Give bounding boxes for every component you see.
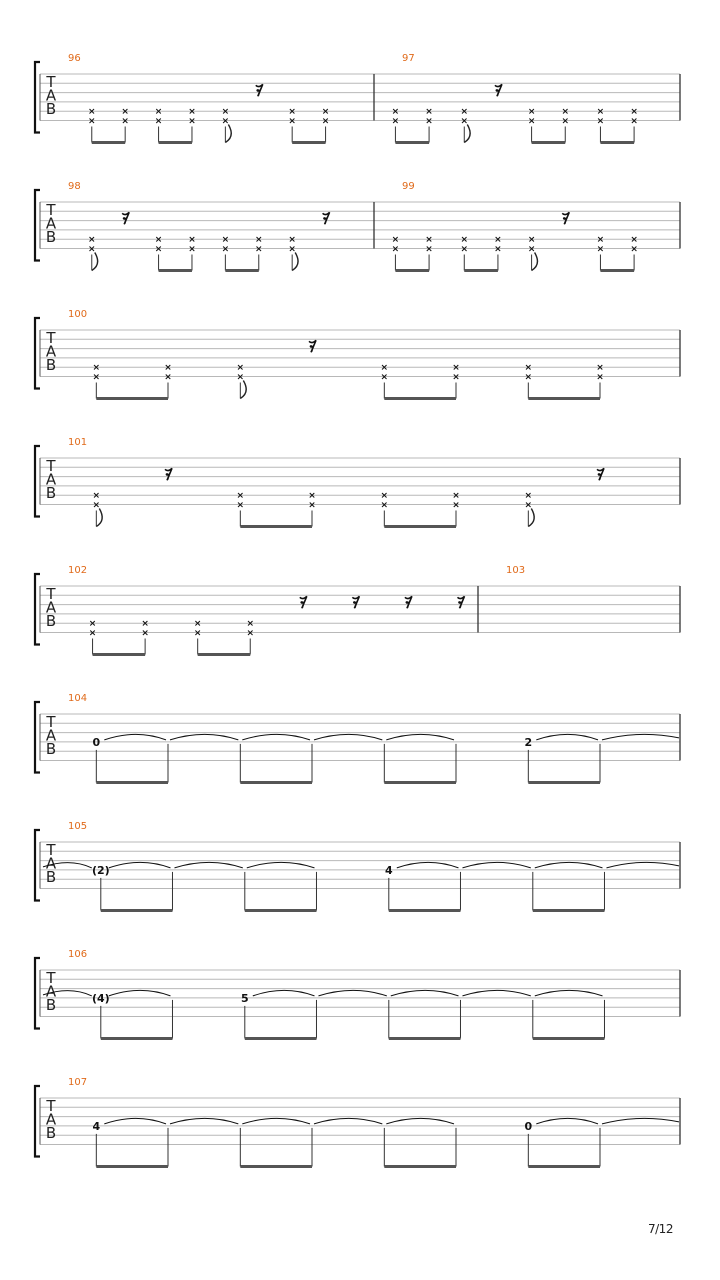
dead-note-x: ×	[254, 235, 263, 246]
dead-note-x: ×	[460, 107, 469, 118]
dead-note-x: ×	[121, 116, 129, 127]
dead-note-x: ×	[452, 500, 460, 511]
tab-clef-letter: A	[45, 342, 57, 361]
dead-note-x: ×	[596, 372, 604, 383]
dead-note-x: ×	[630, 116, 638, 127]
fret-number: (2)	[91, 863, 110, 877]
eighth-flag	[96, 509, 102, 527]
dead-note-x: ×	[527, 244, 536, 255]
tie-arc	[104, 1118, 166, 1124]
dead-note-x: ×	[188, 235, 196, 246]
tab-clef-letter: B	[45, 356, 57, 375]
fret-number: 2	[524, 735, 533, 749]
system-bracket	[35, 62, 40, 133]
bar-number: 106	[68, 949, 88, 960]
dead-note-x: ×	[380, 491, 389, 502]
dead-note-x: ×	[193, 619, 202, 630]
eighth-rest: 𝄾	[562, 210, 568, 232]
dead-note-x: ×	[164, 363, 172, 374]
dead-note-x: ×	[321, 116, 330, 127]
tie-arc	[109, 990, 171, 996]
dead-note-x: ×	[391, 235, 400, 246]
tie-arc	[247, 862, 315, 868]
dead-note-x: ×	[288, 107, 296, 118]
tie-arc	[386, 734, 454, 740]
bar-number: 101	[68, 437, 88, 448]
eighth-flag	[464, 125, 470, 143]
tie-arc	[104, 734, 166, 740]
system-bracket	[35, 190, 40, 261]
bar-number: 99	[402, 181, 415, 192]
tie-arc	[535, 990, 603, 996]
dead-note-x: ×	[141, 628, 149, 639]
tie-arc	[318, 990, 386, 996]
dead-note-x: ×	[494, 244, 502, 255]
dead-note-x: ×	[524, 491, 533, 502]
dead-note-x: ×	[425, 244, 433, 255]
fret-number: 0	[92, 735, 101, 749]
dead-note-x: ×	[92, 491, 101, 502]
eighth-rest: 𝄾	[122, 210, 128, 232]
dead-note-x: ×	[221, 235, 230, 246]
tab-clef-letter: T	[46, 713, 56, 731]
eighth-rest: 𝄾	[597, 466, 603, 488]
dead-note-x: ×	[380, 363, 389, 374]
system-bracket	[35, 1086, 40, 1157]
dead-note-x: ×	[527, 107, 536, 118]
dead-note-x: ×	[494, 235, 502, 246]
dead-note-x: ×	[630, 235, 638, 246]
tie-arc	[391, 990, 459, 996]
dead-note-x: ×	[87, 244, 96, 255]
dead-note-x: ×	[380, 500, 389, 511]
eighth-rest: 𝄾	[458, 594, 463, 616]
tie-arc	[397, 862, 459, 868]
tie-arc	[242, 734, 310, 740]
dead-note-x: ×	[193, 628, 202, 639]
dead-note-x: ×	[154, 116, 163, 127]
dead-note-x: ×	[236, 372, 245, 383]
tie-arc	[386, 1118, 454, 1124]
dead-note-x: ×	[246, 628, 255, 639]
bar-number: 100	[68, 309, 88, 320]
dead-note-x: ×	[236, 500, 245, 511]
dead-note-x: ×	[452, 491, 460, 502]
fret-number: 4	[92, 1119, 101, 1133]
dead-note-x: ×	[164, 372, 172, 383]
dead-note-x: ×	[188, 107, 196, 118]
dead-note-x: ×	[221, 116, 230, 127]
eighth-rest: 𝄾	[300, 594, 306, 616]
dead-note-x: ×	[391, 116, 400, 127]
dead-note-x: ×	[596, 363, 604, 374]
dead-note-x: ×	[596, 244, 605, 255]
dead-note-x: ×	[391, 107, 400, 118]
system-bracket	[35, 446, 40, 517]
dead-note-x: ×	[425, 116, 433, 127]
dead-note-x: ×	[288, 235, 296, 246]
eighth-rest: 𝄾	[352, 594, 358, 616]
tie-arc	[602, 734, 679, 740]
bar-number: 102	[68, 565, 88, 576]
dead-note-x: ×	[524, 363, 533, 374]
tie-arc	[314, 734, 382, 740]
eighth-flag	[292, 253, 298, 271]
tab-clef-letter: A	[45, 214, 57, 233]
dead-note-x: ×	[630, 244, 638, 255]
eighth-rest: 𝄾	[309, 338, 315, 360]
eighth-flag	[528, 509, 534, 527]
dead-note-x: ×	[380, 372, 389, 383]
dead-note-x: ×	[121, 107, 129, 118]
dead-note-x: ×	[221, 244, 230, 255]
tab-clef-letter: A	[45, 1110, 57, 1129]
tab-clef-letter: B	[45, 740, 57, 759]
bar-number: 97	[402, 53, 415, 64]
tab-clef-letter: B	[45, 996, 57, 1015]
tie-arc	[536, 1118, 598, 1124]
fret-number: 4	[384, 863, 393, 877]
dead-note-x: ×	[141, 619, 149, 630]
tie-arc	[174, 862, 242, 868]
dead-note-x: ×	[425, 107, 433, 118]
dead-note-x: ×	[88, 619, 97, 630]
dead-note-x: ×	[87, 107, 96, 118]
page-number: 7/12	[648, 1222, 673, 1236]
dead-note-x: ×	[561, 116, 570, 127]
dead-note-x: ×	[524, 500, 533, 511]
fret-number: 5	[240, 991, 249, 1005]
eighth-rest: 𝄾	[165, 466, 171, 488]
eighth-rest: 𝄾	[495, 82, 501, 104]
dead-note-x: ×	[460, 244, 469, 255]
system-bracket	[35, 958, 40, 1029]
dead-note-x: ×	[452, 372, 460, 383]
system-bracket	[35, 702, 40, 773]
dead-note-x: ×	[321, 107, 330, 118]
tab-clef-letter: A	[45, 982, 57, 1001]
eighth-rest: 𝄾	[323, 210, 328, 232]
eighth-rest: 𝄾	[405, 594, 411, 616]
tab-clef-letter: A	[45, 598, 57, 617]
tab-clef-letter: T	[46, 1097, 56, 1115]
system-bracket	[35, 318, 40, 389]
tab-clef-letter: A	[45, 726, 57, 745]
system-bracket	[35, 574, 40, 645]
tie-arc	[462, 990, 530, 996]
dead-note-x: ×	[460, 235, 469, 246]
dead-note-x: ×	[154, 235, 163, 246]
eighth-flag	[225, 125, 231, 143]
tie-arc	[602, 1118, 679, 1124]
dead-note-x: ×	[288, 116, 296, 127]
bar-number: 98	[68, 181, 81, 192]
dead-note-x: ×	[452, 363, 460, 374]
tab-clef-letter: A	[45, 86, 57, 105]
tie-arc	[462, 862, 530, 868]
dead-note-x: ×	[188, 244, 196, 255]
dead-note-x: ×	[391, 244, 400, 255]
system-bracket	[35, 830, 40, 901]
tab-clef-letter: T	[46, 841, 56, 859]
tie-arc	[242, 1118, 310, 1124]
tie-arc	[109, 862, 171, 868]
bar-number: 104	[68, 693, 88, 704]
tie-arc	[170, 1118, 238, 1124]
bar-number: 105	[68, 821, 88, 832]
dead-note-x: ×	[425, 235, 433, 246]
tie-arc	[314, 1118, 382, 1124]
tab-clef-letter: T	[46, 329, 56, 347]
tie-arc	[606, 862, 679, 868]
tab-clef-letter: T	[46, 585, 56, 603]
fret-number: 0	[524, 1119, 533, 1133]
dead-note-x: ×	[92, 372, 101, 383]
dead-note-x: ×	[630, 107, 638, 118]
tie-arc	[535, 862, 603, 868]
dead-note-x: ×	[154, 107, 163, 118]
eighth-rest: 𝄾	[256, 82, 262, 104]
tab-clef-letter: B	[45, 612, 57, 631]
dead-note-x: ×	[561, 107, 570, 118]
dead-note-x: ×	[88, 628, 97, 639]
tab-clef-letter: B	[45, 100, 57, 119]
tab-clef-letter: T	[46, 73, 56, 91]
dead-note-x: ×	[221, 107, 230, 118]
tab-clef-letter: B	[45, 1124, 57, 1143]
tab-clef-letter: T	[46, 969, 56, 987]
eighth-flag	[92, 253, 98, 271]
fret-number: (4)	[91, 991, 110, 1005]
dead-note-x: ×	[527, 116, 536, 127]
tie-arc	[536, 734, 598, 740]
dead-note-x: ×	[87, 116, 96, 127]
tab-clef-letter: B	[45, 484, 57, 503]
tie-arc	[170, 734, 238, 740]
bar-number: 107	[68, 1077, 88, 1088]
dead-note-x: ×	[188, 116, 196, 127]
dead-note-x: ×	[308, 500, 316, 511]
tab-clef-letter: T	[46, 457, 56, 475]
dead-note-x: ×	[246, 619, 255, 630]
dead-note-x: ×	[524, 372, 533, 383]
dead-note-x: ×	[92, 363, 101, 374]
dead-note-x: ×	[596, 116, 605, 127]
tab-clef-letter: A	[45, 854, 57, 873]
eighth-flag	[532, 253, 538, 271]
dead-note-x: ×	[87, 235, 96, 246]
dead-note-x: ×	[236, 491, 245, 502]
tab-clef-letter: A	[45, 470, 57, 489]
dead-note-x: ×	[308, 491, 316, 502]
bar-number: 96	[68, 53, 81, 64]
eighth-flag	[240, 381, 246, 399]
dead-note-x: ×	[92, 500, 101, 511]
tie-arc	[253, 990, 315, 996]
tab-clef-letter: T	[46, 201, 56, 219]
dead-note-x: ×	[236, 363, 245, 374]
dead-note-x: ×	[596, 107, 605, 118]
dead-note-x: ×	[254, 244, 263, 255]
dead-note-x: ×	[460, 116, 469, 127]
dead-note-x: ×	[596, 235, 605, 246]
dead-note-x: ×	[527, 235, 536, 246]
tab-clef-letter: B	[45, 228, 57, 247]
bar-number: 103	[506, 565, 526, 576]
tab-clef-letter: B	[45, 868, 57, 887]
dead-note-x: ×	[288, 244, 296, 255]
dead-note-x: ×	[154, 244, 163, 255]
